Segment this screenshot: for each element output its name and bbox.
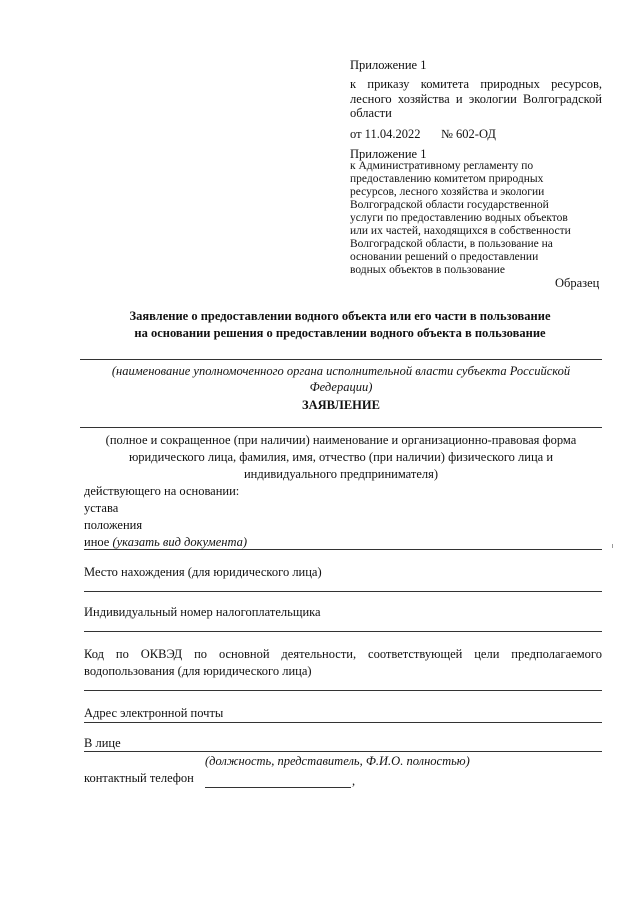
annex-title: Приложение 1	[350, 58, 427, 72]
okved-label-line2: водопользования (для юридического лица)	[84, 664, 312, 678]
location-input-line[interactable]	[84, 591, 602, 592]
email-input-line[interactable]	[84, 722, 602, 723]
statement-heading: ЗАЯВЛЕНИЕ	[302, 398, 380, 412]
applicant-underline	[80, 427, 602, 428]
basis-acting-label: действующего на основании:	[84, 484, 240, 498]
location-label: Место нахождения (для юридического лица)	[84, 565, 322, 579]
authority-hint-line1: (наименование уполномоченного органа исполнительной власти субъекта Российской	[111, 364, 571, 378]
reg-annex-line: Волгоградской области государственной	[350, 199, 549, 211]
phone-suffix: ,	[352, 774, 356, 788]
basis-underline	[84, 549, 602, 550]
authority-underline	[80, 359, 602, 360]
doc-title-line2: на основании решения о предоставлении водного объекта в пользование	[134, 326, 546, 340]
annex-order-line2: лесного хозяйства и экологии Волгоградской	[350, 92, 602, 106]
sample-label: Образец	[555, 276, 600, 290]
reg-annex-line: основании решений о предоставлении	[350, 251, 539, 263]
basis-charter-option: устава	[84, 501, 119, 515]
represented-by-input-line[interactable]	[84, 751, 602, 752]
reg-annex-line: услуги по предоставлению водных объектов	[350, 212, 568, 224]
inn-label: Индивидуальный номер налогоплательщика	[84, 605, 321, 619]
okved-input-line[interactable]	[84, 690, 602, 691]
annex-date: от 11.04.2022	[350, 127, 421, 141]
reg-annex-line: водных объектов в пользование	[350, 264, 505, 276]
reg-annex-line: или их частей, находящихся в собственности	[350, 225, 571, 237]
reg-annex-title: Приложение 1	[350, 147, 427, 161]
email-label: Адрес электронной почты	[84, 706, 224, 720]
applicant-hint-line1: (полное и сокращенное (при наличии) наименование и организационно-правовая форма	[105, 433, 577, 447]
okved-label-line1: Код по ОКВЭД по основной деятельности, соответствующей цели предполагаемого	[84, 647, 602, 661]
basis-other-option	[84, 535, 247, 549]
phone-input-line[interactable]	[205, 787, 351, 788]
represented-by-label: В лице	[84, 736, 121, 750]
scan-mark	[612, 544, 613, 548]
basis-other-hint: (указать вид документа)	[112, 535, 248, 549]
authority-hint-line2: Федерации)	[309, 380, 373, 394]
doc-title-line1: Заявление о предоставлении водного объекта или его части в пользование	[129, 309, 551, 323]
represented-by-hint: (должность, представитель, Ф.И.О. полностью)	[205, 754, 470, 768]
applicant-hint-line2: юридического лица, фамилия, имя, отчество (при наличии) физического лица и	[128, 450, 554, 464]
reg-annex-line: ресурсов, лесного хозяйства и экологии	[350, 186, 545, 198]
reg-annex-line: к Административному регламенту по	[350, 160, 534, 172]
phone-label: контактный телефон	[84, 771, 194, 785]
inn-input-line[interactable]	[84, 631, 602, 632]
annex-number: № 602-ОД	[441, 127, 496, 141]
reg-annex-line: предоставлению комитетом природных	[350, 173, 544, 185]
annex-order-line1: к приказу комитета природных ресурсов,	[350, 77, 602, 91]
basis-regulation-option: положения	[84, 518, 143, 532]
reg-annex-line: Волгоградской области, в пользование на	[350, 238, 553, 250]
basis-other-prefix: иное	[84, 535, 110, 549]
annex-order-line3: области	[350, 106, 392, 120]
applicant-hint-line3: индивидуального предпринимателя)	[243, 467, 439, 481]
